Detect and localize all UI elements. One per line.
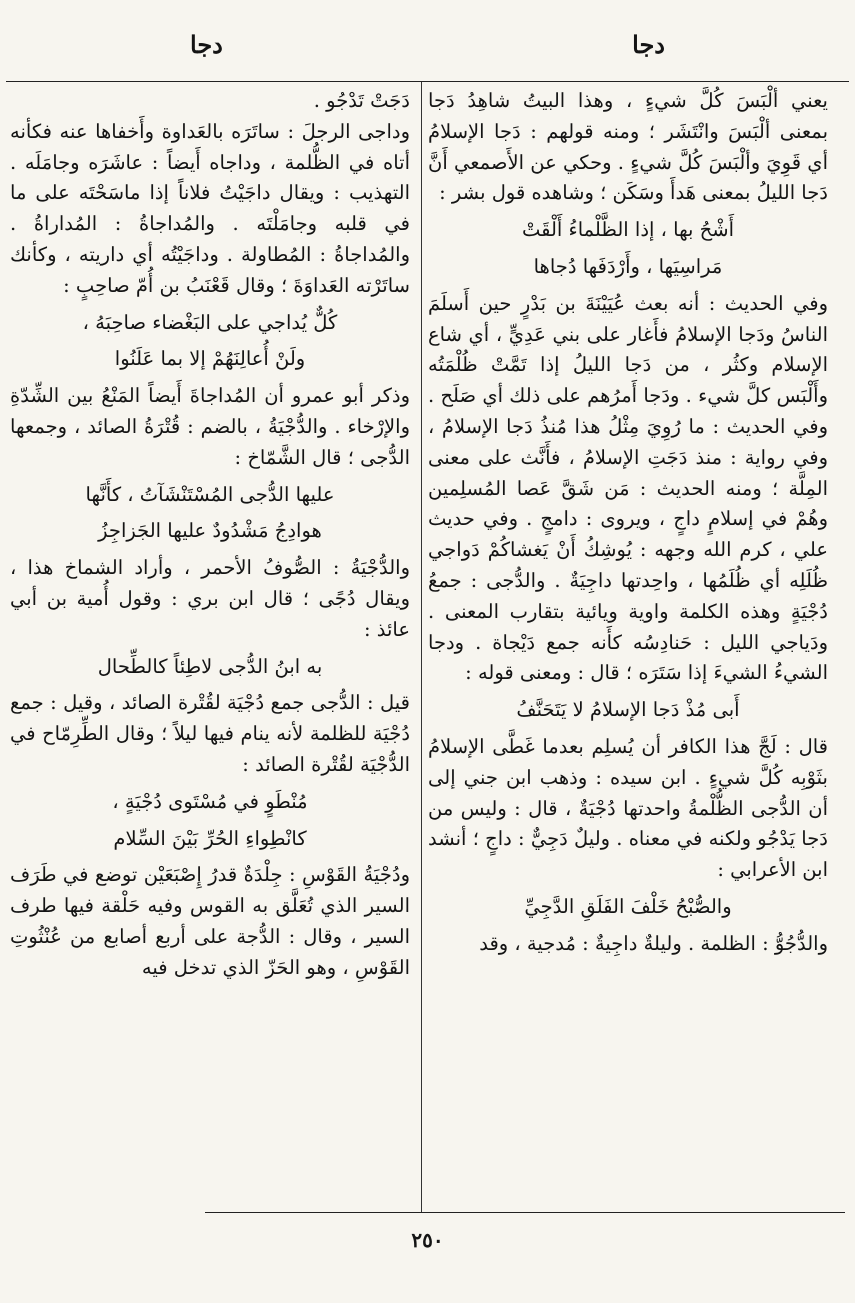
verse-line: مُنْطَوٍ في مُسْتَوى دُجْيَةٍ ، xyxy=(112,789,308,813)
left-column xyxy=(10,86,410,984)
paragraph: وداجى الرجلَ : ساتَرَه بالعَداوة وأَخفاها عنه فكأنه أتاه في الظُّلمة ، وداجاه أَيضاً : عاشَرَه وجامَلَه . التهذيب : ويقال داجَيْتُ فلاناً إذا ماسَحْتَه على ما في قلبه وجامَلْتَه . والمُداجاةُ : المُداراةُ . والمُداجاةُ : المُطاولة . وداجَيْتُه أي داريته ، وكأنك ساتَرْته العَداوَةَ ؛ وقال قَعْنَبُ بن أُمّ صاحِبٍ : xyxy=(10,119,410,297)
verse-line: ولَنْ أُعالِنَهُمْ إلا بما عَلَنُوا xyxy=(114,347,306,371)
verse-line: كانْطِواءِ الحُرِّ بَيْنَ السِّلام xyxy=(113,826,307,850)
running-head-right: دجا xyxy=(632,30,665,59)
paragraph: قيل : الدُّجى جمع دُجْيَة لقُتْرة الصائد ، وقيل : جمع دُجْيَة للظلمة لأنه ينام فيها ليلاً ؛ وقال الطِّرِمّاح في الدُّجْيَة لقُتْرة الصائد : xyxy=(10,691,410,776)
right-column xyxy=(428,86,828,960)
verse-line: مَراسِيَها ، وأَرْدَفَها دُجاها xyxy=(533,254,723,278)
paragraph: دَجَتْ تَدْجُو . xyxy=(313,89,410,112)
paragraph: وفي الحديث : أنه بعث عُيَيْنَةَ بن بَدْرٍ حين أَسلَمَ الناسُ ودَجا الإسلامُ فأَغار على بني عَدِيٍّ ، أي شاع الإسلام وكثُر ، من دَجا الليلُ إذا تَمَّتْ ظُلْمَتُه وأَلْبَس كلَّ شيء . ودَجا أَمرُهم على ذلك أي صَلَح . وفي الحديث : ما رُوِيَ مِثْلُ هذا مُنذُ دَجا الإسلامُ ، وفي رواية : منذ دَجَتِ الإسلامُ ، فأَنَّث على معنى المِلَّة ؛ ومنه الحديث : مَن شَقَّ عَصا المُسلِمين وهُمْ في إسلامٍ داجٍ ، ويروى : دامجٍ . وفي حديث علي ، كرم الله وجهه : يُوشِكُ أَنْ يَغشاكُمْ دَواجي ظُلَلِه أي ظُلَمُها ، واحِدتها داجِيَةٌ . والدُّجى : جمعُ دُجْيَةٍ وهذه الكلمة واوية ويائية بتقارب المعنى . ودَياجي الليل : حَنادِسُه كأَنه جمع دَيْجاة . ودجا الشيءُ الشيءَ إذا سَتَرَه ؛ قال : ومعنى قوله : xyxy=(428,291,828,685)
paragraph: ودُجْيَةُ القَوْسِ : جِلْدَةٌ قدرُ إِصْبَعَيْن توضع في طَرَف السير الذي تُعَلَّق به القوس وفيه حَلْقة فيها طرف السير ، وقال : الدُّجة على أربع أصابع من عُنْثُوتِ القَوْسِ ، وهو الحَزّ الذي تدخل فيه xyxy=(10,863,410,979)
paragraph: قال : لَجَّ هذا الكافر أن يُسلِم بعدما غَطَّى الإسلامُ بثَوْبِه كُلَّ شيءٍ . ابن سيده : وذهب ابن جني إلى أن الدُّجى الظُّلْمةُ واحدتها دُجْيَةٌ ، قال : وليس من دَجا يَدْجُو ولكنه في معناه . وليلٌ دَجِيٌّ : داجٍ ؛ أنشد ابن الأعرابي : xyxy=(428,734,828,882)
running-head-left: دجا xyxy=(190,30,223,59)
paragraph: يعني ألْبَسَ كُلَّ شيءٍ ، وهذا البيتُ شاهِدُ دَجا بمعنى ألْبَسَ وانْتَشَر ؛ ومنه قولهم : دَجا الإسلامُ أي قَوِيَ وألْبَسَ كُلَّ شيءٍ . وحكي عن الأَصمعي أَنَّ دَجا الليلُ بمعنى هَدأَ وسَكَن ؛ وشاهده قول بشر : xyxy=(428,89,828,205)
verse-line: أَبى مُذْ دَجا الإسلامُ لا يَتَحَنَّفُ xyxy=(516,698,740,722)
verse-line: كُلٌّ يُداجي على البَغْضاء صاحِبَهُ ، xyxy=(82,310,338,334)
verse-line: أَشْحُ بها ، إذا الظَّلْماءُ أَلْقَتْ xyxy=(521,218,735,242)
verse-line: هوادِجُ مَشْدُودٌ عليها الجَزاجِزُ xyxy=(98,519,322,543)
verse-line: به ابنُ الدُّجى لاطِئاً كالطِّحال xyxy=(97,654,323,678)
paragraph: والدُّجُوُّ : الظلمة . وليلةٌ داجِيةٌ : مُدجية ، وقد xyxy=(479,931,828,955)
verse-line: والصُّبْحُ خَلْفَ الفَلَقِ الدَّجِيِّ xyxy=(524,894,732,918)
verse-line: عليها الدُّجى المُسْتَنْشَآتُ ، كأَنَّها xyxy=(85,482,335,506)
footer-rule xyxy=(205,1212,845,1213)
paragraph: والدُّجْيَةُ : الصُّوفُ الأحمر ، وأراد الشماخ هذا ، ويقال دُجًى ؛ قال ابن بري : وقول أُمية بن أبي عائذ : xyxy=(10,556,410,641)
column-divider xyxy=(421,82,422,1212)
page-number: ٢٥٠ xyxy=(411,1228,444,1252)
header-rule xyxy=(6,81,849,82)
paragraph: وذكر أبو عمرو أن المُداجاةَ أَيضاً المَنْعُ بين الشِّدّةِ والإرْخاء . والدُّجْيَةُ ، بالضم : قُتْرَةُ الصائد ، وجمعها الدُّجى ؛ قال الشَّمّاخ : xyxy=(10,384,410,469)
